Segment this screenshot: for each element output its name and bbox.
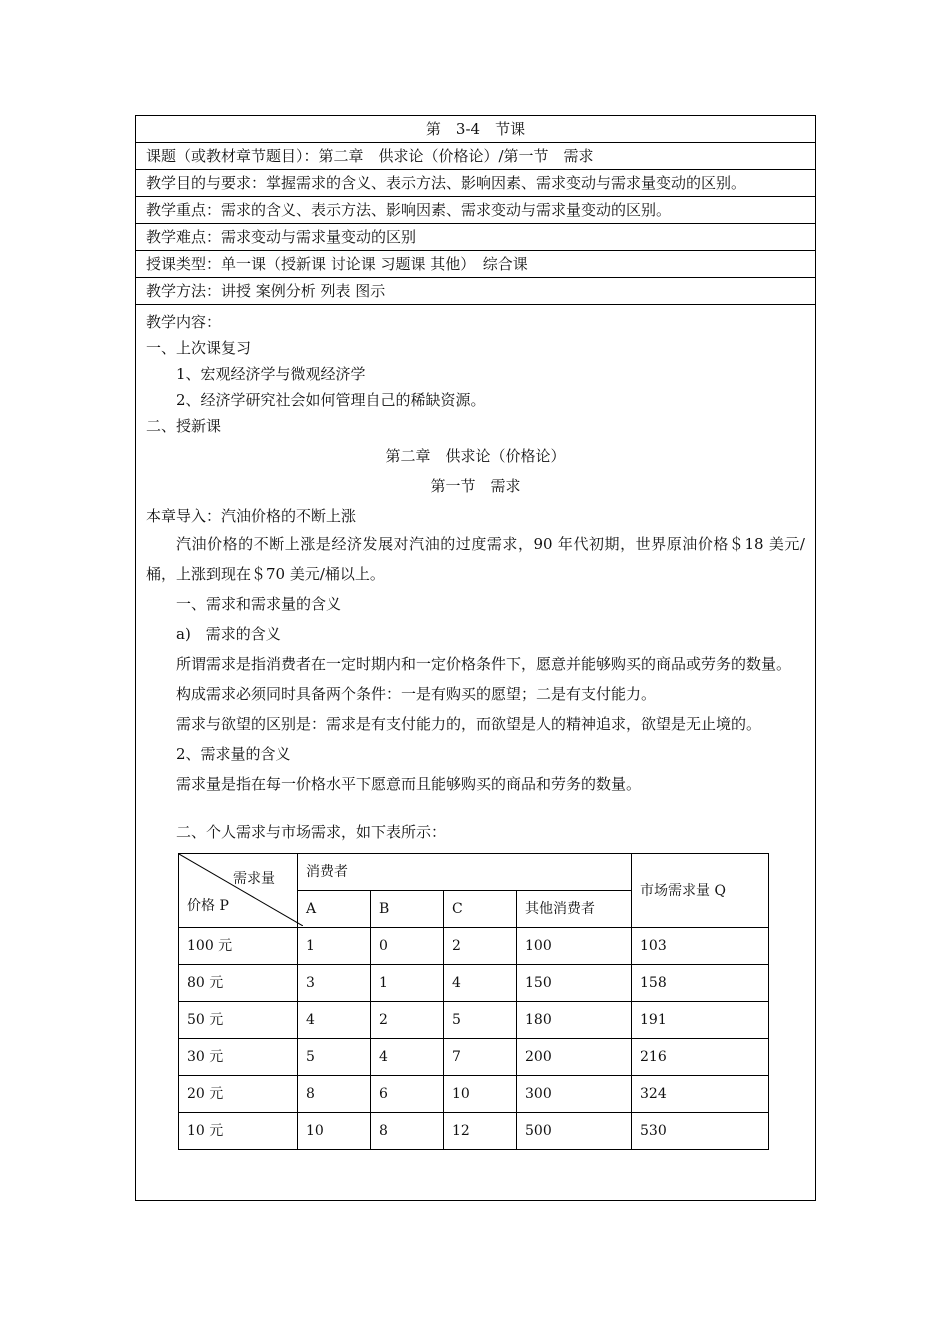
- topic-row: 课题（或教材章节题目）：第二章 供求论（价格论）/第一节 需求: [136, 143, 815, 170]
- demand-definition: 所谓需求是指消费者在一定时期内和一定价格条件下，愿意并能够购买的商品或劳务的数量。: [176, 655, 792, 673]
- price-cell: 10 元: [179, 1113, 298, 1150]
- qty-cell: 1: [371, 965, 444, 1002]
- qty-cell: 8: [298, 1076, 371, 1113]
- table-row: [179, 928, 769, 965]
- review-title: 一、上次课复习: [146, 339, 252, 357]
- qty-cell: 0: [371, 928, 444, 965]
- qty-cell: 1: [298, 928, 371, 965]
- market-cell: 191: [632, 1002, 769, 1039]
- qty-cell: 10: [298, 1113, 371, 1150]
- col-header-c: C: [444, 891, 517, 928]
- qty-cell: 500: [517, 1113, 632, 1150]
- type-row: 授课类型：单一课（授新课 讨论课 习题课 其他） 综合课: [136, 251, 815, 278]
- qty-cell: 5: [298, 1039, 371, 1076]
- qty-cell: 5: [444, 1002, 517, 1039]
- corner-bottom-label: 价格 P: [187, 898, 229, 914]
- consumer-group-header: 消费者: [298, 854, 632, 891]
- qty-cell: 6: [371, 1076, 444, 1113]
- qty-cell: 200: [517, 1039, 632, 1076]
- corner-cell: [179, 854, 298, 928]
- price-cell: 50 元: [179, 1002, 298, 1039]
- qty-cell: 4: [444, 965, 517, 1002]
- intro-title: 本章导入：汽油价格的不断上涨: [146, 507, 357, 525]
- table-row: [179, 1113, 769, 1150]
- qty-cell: 150: [517, 965, 632, 1002]
- keypoints-row: 教学重点：需求的含义、表示方法、影响因素、需求变动与需求量变动的区别。: [136, 197, 815, 224]
- qty-cell: 2: [444, 928, 517, 965]
- review-item-2: 2、经济学研究社会如何管理自己的稀缺资源。: [176, 391, 486, 409]
- qty-cell: 8: [371, 1113, 444, 1150]
- objective-row: 教学目的与要求：掌握需求的含义、表示方法、影响因素、需求变动与需求量变动的区别。: [136, 170, 815, 197]
- table-row: [179, 1076, 769, 1113]
- market-header: 市场需求量 Q: [632, 854, 769, 928]
- table-row: [179, 965, 769, 1002]
- intro-text: 汽油价格的不断上涨是经济发展对汽油的过度需求，90 年代初期，世界原油价格＄18 美元/桶，上涨到现在＄70 美元/桶以上。: [146, 535, 805, 583]
- review-item-1: 1、宏观经济学与微观经济学: [176, 365, 366, 383]
- difficulty-row: 教学难点：需求变动与需求量变动的区别: [136, 224, 815, 251]
- quantity-definition: 需求量是指在每一价格水平下愿意而且能够购买的商品和劳务的数量。: [176, 775, 642, 793]
- qty-cell: 12: [444, 1113, 517, 1150]
- price-cell: 80 元: [179, 965, 298, 1002]
- qty-cell: 180: [517, 1002, 632, 1039]
- heading-2: 二、个人需求与市场需求，如下表所示：: [176, 823, 447, 841]
- section-heading: 第一节 需求: [430, 477, 521, 495]
- heading-1b: 2、需求量的含义: [176, 745, 291, 763]
- qty-cell: 2: [371, 1002, 444, 1039]
- lesson-plan-frame: [135, 115, 816, 1201]
- table-row: [179, 1039, 769, 1076]
- qty-cell: 10: [444, 1076, 517, 1113]
- qty-cell: 4: [298, 1002, 371, 1039]
- price-cell: 30 元: [179, 1039, 298, 1076]
- heading-1: 一、需求和需求量的含义: [176, 595, 342, 613]
- qty-cell: 4: [371, 1039, 444, 1076]
- teaching-content: [136, 305, 815, 1150]
- new-lesson-title: 二、授新课: [146, 417, 222, 435]
- method-row: 教学方法：讲授 案例分析 列表 图示: [136, 278, 815, 305]
- qty-cell: 100: [517, 928, 632, 965]
- chapter-heading: 第二章 供求论（价格论）: [385, 447, 566, 465]
- lesson-number: 第 3-4 节课: [136, 116, 815, 143]
- qty-cell: 7: [444, 1039, 517, 1076]
- market-cell: 324: [632, 1076, 769, 1113]
- col-header-b: B: [371, 891, 444, 928]
- table-row: [179, 1002, 769, 1039]
- col-header-others: 其他消费者: [517, 891, 632, 928]
- market-cell: 216: [632, 1039, 769, 1076]
- demand-conditions: 构成需求必须同时具备两个条件：一是有购买的愿望；二是有支付能力。: [176, 685, 657, 703]
- qty-cell: 300: [517, 1076, 632, 1113]
- col-header-a: A: [298, 891, 371, 928]
- price-cell: 20 元: [179, 1076, 298, 1113]
- qty-cell: 3: [298, 965, 371, 1002]
- market-cell: 158: [632, 965, 769, 1002]
- demand-vs-desire: 需求与欲望的区别是：需求是有支付能力的，而欲望是人的精神追求，欲望是无止境的。: [176, 715, 762, 733]
- market-cell: 530: [632, 1113, 769, 1150]
- heading-1a: a) 需求的含义: [176, 625, 281, 643]
- demand-table: [178, 853, 769, 1150]
- corner-top-label: 需求量: [233, 871, 275, 887]
- price-cell: 100 元: [179, 928, 298, 965]
- market-cell: 103: [632, 928, 769, 965]
- content-label: 教学内容：: [146, 313, 222, 331]
